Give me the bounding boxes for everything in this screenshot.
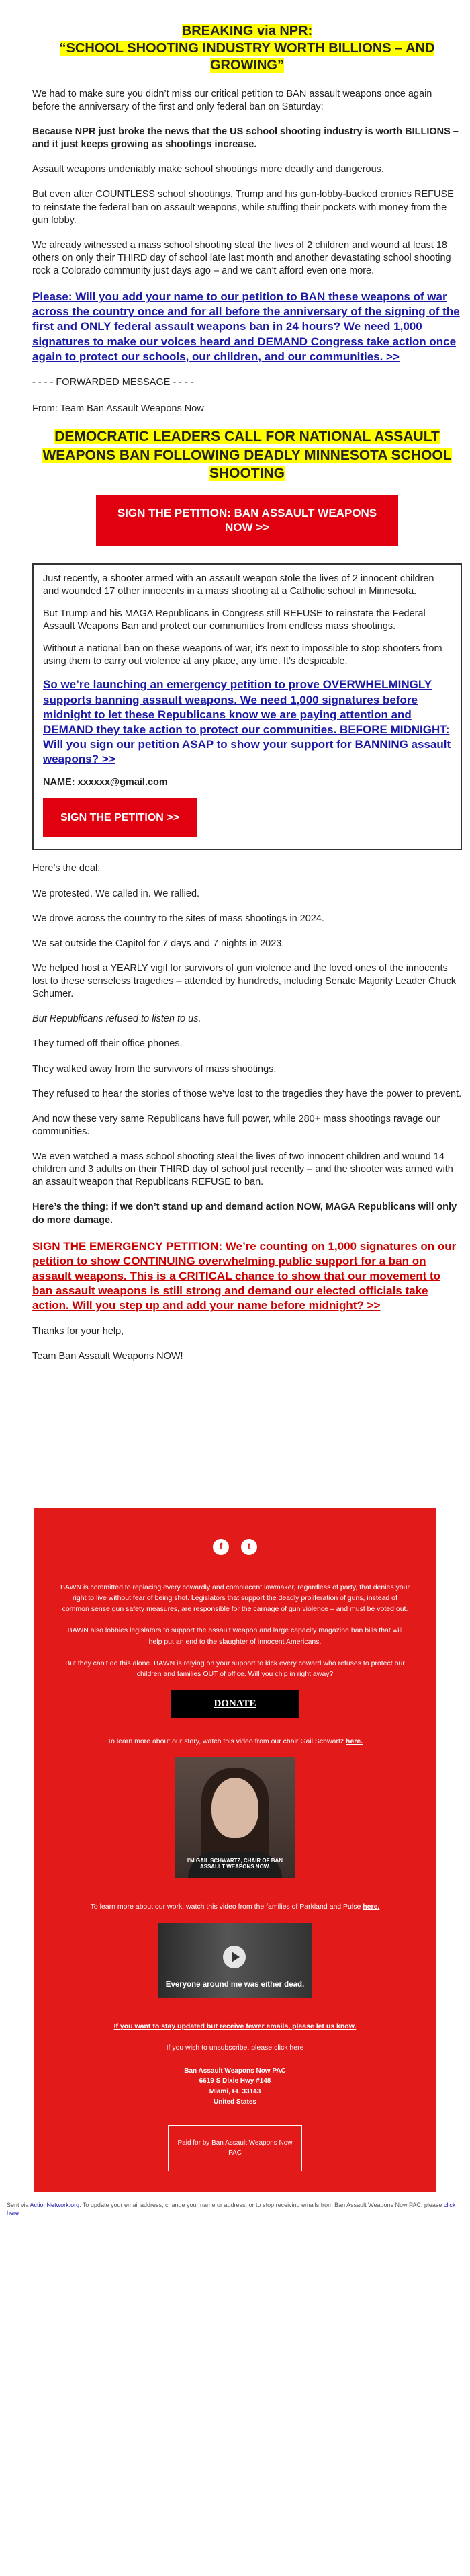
headline2-text: DEMOCRATIC LEADERS CALL FOR NATIONAL ASSAULT WEAPONS BAN FOLLOWING DEADLY MINNESOTA SCHOOL SHOOTING: [42, 429, 452, 482]
petition-box: [32, 563, 462, 851]
npr-paragraph: Because NPR just broke the news that the US school shooting industry is worth BILLIONS – and it just keeps growing as shootings increase.: [32, 126, 459, 151]
breaking-line2: “SCHOOL SHOOTING INDUSTRY WORTH BILLIONS – AND GROWING”: [59, 40, 435, 73]
breaking-header: [32, 23, 462, 75]
video2-caption: Everyone around me was either dead.: [165, 1981, 305, 1989]
video1-text: [60, 1736, 410, 1747]
video1-thumbnail[interactable]: [175, 1757, 295, 1878]
capitol-line: We sat outside the Capitol for 7 days and 7 nights in 2023.: [32, 938, 285, 949]
paid-for-disclaimer: Paid for by Ban Assault Weapons Now PAC: [168, 2125, 302, 2171]
donate-button[interactable]: DONATE: [171, 1690, 299, 1718]
witnessed-paragraph: We already witnessed a mass school shooting steal the lives of 2 children and wound at least 18 others on only their THIRD day of school late last month and another devastating school shooting rock a Colorado community just days ago – and we can’t afford even one more.: [32, 239, 451, 277]
address-line: 6619 S Dixie Hwy #148: [199, 2077, 271, 2085]
video1-caption: I'M GAIL SCHWARTZ, CHAIR OF BAN ASSAULT WEAPONS NOW.: [187, 1857, 283, 1870]
stay-updated-link[interactable]: If you want to stay updated but receive fewer emails, please let us know.: [113, 2022, 357, 2031]
social-links: [60, 1539, 410, 1555]
video1-link[interactable]: here.: [346, 1737, 363, 1745]
protest-line: We protested. We called in. We rallied.: [32, 888, 200, 899]
actionnetwork-link[interactable]: ActionNetwork.org: [30, 2201, 80, 2208]
footer-mission: BAWN is committed to replacing every cowardly and complacent lawmaker, regardless of party, that denies your right to live without fear of being shot. Legislators that support the deadly proliferation of guns, instead of common sense gun safety measures, are responsible for the carnage of gun violence – and must be voted out.: [60, 1583, 410, 1614]
footer-support: But they can’t do this alone. BAWN is relying on your support to kick every coward who refuses to protect our children and families OUT of office. Will you chip in right away?: [65, 1659, 405, 1679]
email-body: [32, 0, 462, 1364]
footer-lobby: BAWN also lobbies legislators to support the assault weapon and large capacity magazine ban bills that will help put an end to the slaughter of innocent Americans.: [67, 1626, 403, 1646]
video1-label: To learn more about our story, watch this video from our chair Gail Schwartz: [107, 1737, 344, 1745]
click-here-link[interactable]: click here: [7, 2201, 456, 2216]
intro-paragraph: We had to make sure you didn’t miss our critical petition to BAN assault weapons once again before the anniversary of the first and only federal ban on Saturday:: [32, 88, 432, 112]
facebook-icon[interactable]: f: [213, 1539, 229, 1555]
third-day-line: We even watched a mass school shooting steal the lives of two innocent children and wound 14 children and 3 adults on their THIRD day of school just recently – and the shooter was armed with an assault weapon that Republicans REFUSE to ban.: [32, 1151, 453, 1188]
portrait-face: [211, 1778, 258, 1838]
vigil-line: We helped host a YEARLY vigil for survivors of gun violence and the loved ones of the innocents lost to these senseless tragedies – attended by hundreds, including Senate Majority Leader Chuck Schumer.: [32, 962, 457, 1000]
twitter-icon[interactable]: t: [241, 1539, 257, 1555]
full-power-line: And now these very same Republicans have full power, while 280+ mass shootings ravage our communities.: [32, 1113, 440, 1137]
walked-away-line: They walked away from the survivors of mass shootings.: [32, 1063, 277, 1075]
from-line: From: Team Ban Assault Weapons Now: [32, 403, 204, 414]
refused-line: But Republicans refused to listen to us.: [32, 1013, 201, 1025]
video2-thumbnail[interactable]: [158, 1923, 312, 1998]
address-line: Miami, FL 33143: [209, 2087, 261, 2095]
box-paragraph-2: But Trump and his MAGA Republicans in Congress still REFUSE to reinstate the Federal Assault Weapons Ban and protect our communities from endless mass shootings.: [43, 608, 426, 632]
video2-text: [60, 1901, 410, 1912]
assault-paragraph: Assault weapons undeniably make school shootings more deadly and dangerous.: [32, 164, 384, 175]
box-paragraph-1: Just recently, a shooter armed with an assault weapon stole the lives of 2 innocent children and wounded 17 other innocents in a mass shooting at a Catholic school in Minnesota.: [43, 573, 434, 597]
box-petition-link[interactable]: So we’re launching an emergency petition to prove OVERWHELMINGLY supports banning assault weapons. We need 1,000 signatures before midnight to let these Republicans know we are paying attention and DEMAND they take action to protect our communities. BEFORE MIDNIGHT: Will you sign our petition ASAP to show your support for BANNING assault weapons? >>: [43, 678, 451, 766]
box-paragraph-3: Without a national ban on these weapons of war, it’s next to impossible to stop shooters from using them to carry out violence at any place, any time. It’s despicable.: [43, 643, 442, 667]
breaking-line1: BREAKING via NPR:: [181, 24, 313, 38]
postal-address: [60, 2066, 410, 2108]
forwarded-divider: - - - - FORWARDED MESSAGE - - - -: [32, 376, 194, 388]
sign-petition-button[interactable]: SIGN THE PETITION: BAN ASSAULT WEAPONS NOW >>: [96, 495, 398, 546]
address-line: United States: [214, 2098, 256, 2106]
drove-line: We drove across the country to the sites of mass shootings in 2024.: [32, 913, 324, 924]
address-line: Ban Assault Weapons Now PAC: [184, 2067, 286, 2075]
video2-link[interactable]: here.: [363, 1902, 380, 1911]
headline-democratic-leaders: [32, 427, 462, 483]
bottom-text: . To update your email address, change your name or address, or to stop receiving emails from Ban Assault Weapons Now PAC, please: [79, 2201, 442, 2208]
signature-line: Team Ban Assault Weapons NOW!: [32, 1351, 183, 1362]
phones-line: They turned off their office phones.: [32, 1038, 183, 1050]
bottom-notice: [0, 2201, 470, 2217]
the-thing-line: Here’s the thing: if we don’t stand up and demand action NOW, MAGA Republicans will only do more damage.: [32, 1202, 457, 1226]
deal-line: Here’s the deal:: [32, 863, 101, 874]
trump-paragraph: But even after COUNTLESS school shootings, Trump and his gun-lobby-backed cronies REFUSE to reinstate the federal ban on assault weapons, while stuffing their pockets with money from the gun lobby.: [32, 189, 454, 226]
sent-via-prefix: Sent via: [7, 2201, 29, 2208]
stories-line: They refused to hear the stories of those we’ve lost to the tragedies they have the power to prevent.: [32, 1088, 462, 1099]
thanks-line: Thanks for your help,: [32, 1326, 124, 1337]
play-icon[interactable]: [223, 1946, 246, 1968]
unsubscribe-text[interactable]: If you wish to unsubscribe, please click here: [166, 2044, 304, 2052]
petition-link-1[interactable]: Please: Will you add your name to our petition to BAN these weapons of war across the country once and for all before the anniversary of the signing of the first and ONLY federal assault weapons ban in 24 hours? We need 1,000 signatures to make our voices heard and DEMAND Congress take action once again to protect our schools, our children, and our communities. >>: [32, 290, 460, 363]
video2-label: To learn more about our work, watch this video from the families of Parkland and Pulse: [90, 1902, 361, 1911]
name-field-label: NAME: xxxxxx@gmail.com: [43, 777, 168, 788]
footer: [34, 1508, 436, 2192]
box-sign-button[interactable]: SIGN THE PETITION >>: [43, 798, 197, 837]
emergency-petition-link[interactable]: SIGN THE EMERGENCY PETITION: We’re counting on 1,000 signatures on our petition to show CONTINUING overwhelming public support for a ban on assault weapons. This is a CRITICAL chance to show that our movement to ban assault weapons is still strong and demand our elected officials take action. Will you step up and add your name before midnight? >>: [32, 1239, 457, 1313]
